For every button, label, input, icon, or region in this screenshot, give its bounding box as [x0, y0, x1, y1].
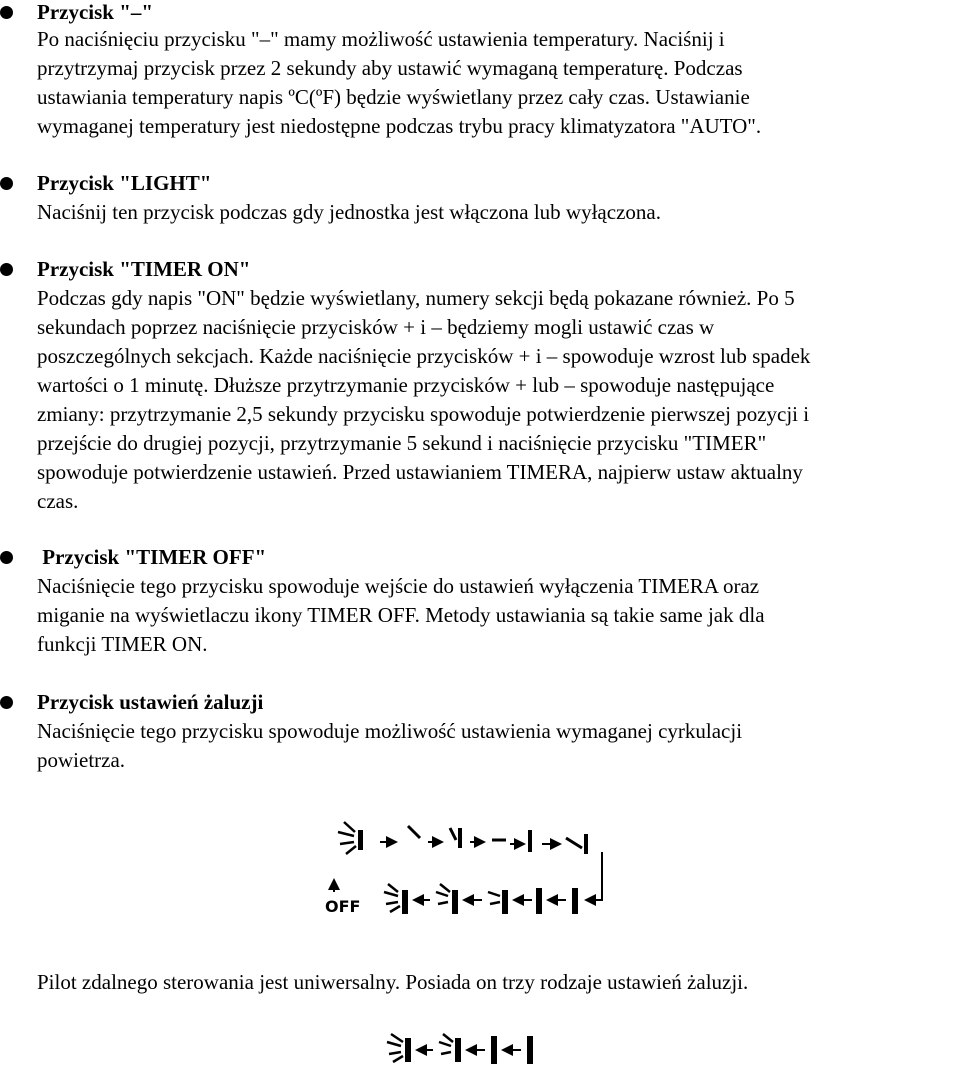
bullet-icon — [0, 177, 13, 190]
body-line: spowoduje potwierdzenie ustawień. Przed ustawianiem TIMERA, najpierw ustaw aktualny — [37, 460, 803, 484]
body-line: funkcji TIMER ON. — [37, 632, 208, 656]
bullet-icon — [0, 551, 13, 564]
body-line: miganie na wyświetlaczu ikony TIMER OFF. Metody ustawiania są takie same jak dla — [37, 603, 765, 627]
swing-icon — [338, 822, 356, 854]
section-body — [37, 572, 960, 659]
louver-three-positions-icon — [385, 1022, 555, 1077]
off-label: OFF — [325, 897, 361, 916]
body-line: wymaganej temperatury jest niedostępne podczas trybu pracy klimatyzatora "AUTO". — [37, 114, 762, 138]
footer-text: Pilot zdalnego sterowania jest uniwersalny. Posiada on trzy rodzaje ustawień żaluzji. — [37, 970, 749, 994]
bullet-icon — [0, 6, 13, 19]
section-body — [37, 198, 960, 227]
section-body — [37, 717, 960, 775]
section-body — [37, 284, 960, 516]
section-heading: Przycisk ustawień żaluzji — [37, 690, 264, 714]
body-line: czas. — [37, 489, 79, 513]
body-line: przejście do drugiej pozycji, przytrzymanie 5 sekund i naciśnięcie przycisku "TIMER" — [37, 431, 767, 455]
body-line: Naciśnięcie tego przycisku spowoduje wejście do ustawień wyłączenia TIMERA oraz — [37, 574, 760, 598]
section-heading: Przycisk "TIMER OFF" — [37, 545, 267, 569]
section-heading: Przycisk "–" — [37, 0, 154, 24]
body-line: ustawiania temperatury napis ºC(ºF) będzie wyświetlany przez cały czas. Ustawianie — [37, 85, 750, 109]
body-line: Naciśnięcie tego przycisku spowoduje możliwość ustawienia wymaganej cyrkulacji — [37, 719, 743, 743]
louver-swing-sequence-icon — [320, 812, 620, 927]
body-line: Naciśnij ten przycisk podczas gdy jednostka jest włączona lub wyłączona. — [37, 200, 661, 224]
body-line: zmiany: przytrzymanie 2,5 sekundy przycisku spowoduje potwierdzenie pierwszej pozycji i — [37, 402, 810, 426]
body-line: Podczas gdy napis "ON" będzie wyświetlany, numery sekcji będą pokazane również. Po 5 — [37, 286, 795, 310]
section-heading: Przycisk "LIGHT" — [37, 171, 212, 195]
body-line: Po naciśnięciu przycisku "–" mamy możliwość ustawienia temperatury. Naciśnij i — [37, 27, 725, 51]
bullet-icon — [0, 696, 13, 709]
body-line: wartości o 1 minutę. Dłuższe przytrzymanie przycisków + lub – spowoduje następujące — [37, 373, 775, 397]
section-body — [37, 25, 960, 141]
section-heading: Przycisk "TIMER ON" — [37, 257, 251, 281]
body-line: przytrzymaj przycisk przez 2 sekundy aby ustawić wymaganą temperaturę. Podczas — [37, 56, 743, 80]
body-line: poszczególnych sekcjach. Każde naciśnięcie przycisków + i – spowoduje wzrost lub spadek — [37, 344, 811, 368]
bullet-icon — [0, 263, 13, 276]
body-line: sekundach poprzez naciśnięcie przycisków + i – będziemy mogli ustawić czas w — [37, 315, 715, 339]
body-line: powietrza. — [37, 748, 126, 772]
